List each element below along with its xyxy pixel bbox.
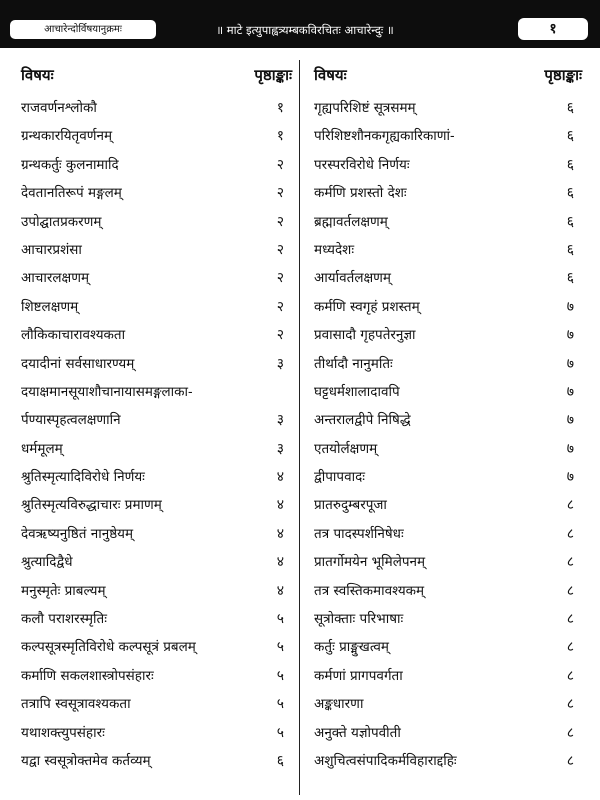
entry-page: ३ xyxy=(276,412,284,429)
toc-entry xyxy=(306,321,588,349)
entry-subject: शिष्टलक्षणम् xyxy=(21,298,79,315)
entry-page: २ xyxy=(276,241,284,258)
entry-page: २ xyxy=(276,298,284,315)
entry-page: ८ xyxy=(566,639,574,656)
toc-entry xyxy=(306,151,588,179)
toc-entry xyxy=(306,293,588,321)
left-entry-list xyxy=(13,94,298,775)
toc-entry xyxy=(306,690,588,718)
toc-entry xyxy=(13,122,298,150)
entry-page: २ xyxy=(276,270,284,287)
entry-subject: प्रातरुदुम्बरपूजा xyxy=(314,497,387,514)
toc-entry xyxy=(306,264,588,292)
entry-page: ८ xyxy=(566,582,574,599)
entry-page: ६ xyxy=(566,128,574,145)
toc-entry xyxy=(13,208,298,236)
toc-entry xyxy=(13,719,298,747)
column-divider xyxy=(299,60,300,795)
entry-page: ७ xyxy=(566,383,574,400)
toc-entry xyxy=(13,747,298,775)
entry-subject: अन्तरालद्वीपे निषिद्धे xyxy=(314,412,411,429)
entry-subject: ग्रन्थकर्तुः कुलनामादि xyxy=(21,156,119,173)
entry-subject: कर्मणि स्वगृहं प्रशस्तम् xyxy=(314,298,420,315)
toc-entry xyxy=(13,633,298,661)
entry-subject: कर्तुः प्राङ्मुखत्वम् xyxy=(314,639,390,656)
entry-subject: धर्ममूलम् xyxy=(21,440,63,457)
entry-page: ८ xyxy=(566,724,574,741)
entry-subject: मध्यदेशः xyxy=(314,241,355,258)
entry-page: ७ xyxy=(566,440,574,457)
toc-entry xyxy=(306,406,588,434)
entry-subject: श्रुतिस्मृत्यविरुद्धाचारः प्रमाणम् xyxy=(21,497,162,514)
entry-page: ८ xyxy=(566,554,574,571)
entry-subject: श्रुत्यादिद्वैधे xyxy=(21,554,73,571)
entry-subject: गृह्यपरिशिष्टं सूत्रसमम् xyxy=(314,100,416,116)
entry-subject: ग्रन्थकारयितृवर्णनम् xyxy=(21,128,113,145)
entry-page: ४ xyxy=(276,582,284,599)
entry-subject: यथाशक्त्युपसंहारः xyxy=(21,724,105,741)
toc-entry xyxy=(13,236,298,264)
entry-page: ४ xyxy=(276,525,284,542)
toc-entry xyxy=(13,548,298,576)
toc-entry xyxy=(306,463,588,491)
entry-page: ६ xyxy=(566,213,574,230)
toc-entry xyxy=(13,151,298,179)
toc-entry xyxy=(306,491,588,519)
toc-entry xyxy=(13,406,298,434)
entry-subject: घट्टधर्मशालादावपि xyxy=(314,383,400,400)
toc-entry xyxy=(306,179,588,207)
entry-page: ४ xyxy=(276,554,284,571)
entry-subject: तत्रापि स्वसूत्रावश्यकता xyxy=(21,696,131,713)
entry-page: १ xyxy=(276,128,284,145)
toc-entry xyxy=(13,378,298,406)
left-column xyxy=(13,60,298,769)
toc-entry xyxy=(13,350,298,378)
entry-subject: दयाक्षमानसूयाशौचानायासमङ्गलाका- xyxy=(21,383,193,400)
entry-page: ७ xyxy=(566,298,574,315)
entry-subject: कलौ पराशरस्मृतिः xyxy=(21,611,107,628)
right-column-heading xyxy=(306,60,588,94)
entry-page: ५ xyxy=(276,724,284,741)
entry-page: ४ xyxy=(276,497,284,514)
entry-page: ७ xyxy=(566,327,574,344)
toc-entry xyxy=(13,520,298,548)
toc-entry xyxy=(306,633,588,661)
subject-heading: विषयः xyxy=(21,66,54,84)
entry-page: ८ xyxy=(566,611,574,628)
entry-subject: लौकिकाचारावश्यकता xyxy=(21,327,126,344)
page-number: १ xyxy=(518,18,588,40)
toc-entry xyxy=(13,463,298,491)
toc-entry xyxy=(306,236,588,264)
toc-entry xyxy=(306,605,588,633)
entry-page: ८ xyxy=(566,696,574,713)
subject-heading: विषयः xyxy=(314,66,347,84)
page-heading: पृष्ठाङ्काः xyxy=(544,66,582,84)
entry-subject: र्पण्यास्पृहत्वलक्षणानि xyxy=(21,412,121,429)
entry-subject: अशुचित्वसंपादिकर्मविहाराद्दहिः xyxy=(314,752,457,769)
entry-page: ८ xyxy=(566,497,574,514)
toc-entry xyxy=(306,747,588,775)
entry-page: ७ xyxy=(566,412,574,429)
left-column-heading xyxy=(13,60,298,94)
entry-page: ६ xyxy=(566,241,574,258)
entry-subject: देवऋष्यनुष्ठितं नानुष्ठेयम् xyxy=(21,525,134,542)
entry-subject: तीर्थादौ नानुमतिः xyxy=(314,355,393,372)
entry-page: ६ xyxy=(566,156,574,173)
entry-page: ४ xyxy=(276,469,284,486)
entry-page: १ xyxy=(276,100,284,116)
entry-page: ६ xyxy=(566,270,574,287)
entry-subject: परिशिष्टशौनकगृह्यकारिकाणां- xyxy=(314,128,455,145)
entry-page: ५ xyxy=(276,611,284,628)
toc-entry xyxy=(306,378,588,406)
toc-entry xyxy=(306,719,588,747)
toc-entry xyxy=(306,520,588,548)
toc-entry xyxy=(13,662,298,690)
toc-entry xyxy=(306,577,588,605)
entry-subject: कल्पसूत्रस्मृतिविरोधे कल्पसूत्रं प्रबलम् xyxy=(21,639,196,656)
entry-subject: ब्रह्मावर्तलक्षणम् xyxy=(314,213,388,230)
toc-entry xyxy=(306,208,588,236)
entry-subject: कर्मणि प्रशस्तो देशः xyxy=(314,185,407,202)
entry-page: ३ xyxy=(276,355,284,372)
toc-entry xyxy=(306,122,588,150)
entry-subject: आर्यावर्तलक्षणम् xyxy=(314,270,391,287)
right-entry-list xyxy=(306,94,588,775)
entry-subject: तत्र स्वस्तिकमावश्यकम् xyxy=(314,582,425,599)
entry-subject: मनुस्मृतेः प्राबल्यम् xyxy=(21,582,106,599)
entry-subject: अङ्कधारणा xyxy=(314,696,364,713)
entry-subject: देवतानतिरूपं मङ्गलम् xyxy=(21,185,122,202)
entry-page: ६ xyxy=(276,752,284,769)
entry-page: २ xyxy=(276,327,284,344)
entry-subject: यद्वा स्वसूत्रोक्तमेव कर्तव्यम् xyxy=(21,752,151,769)
toc-entry xyxy=(306,435,588,463)
entry-page: ६ xyxy=(566,185,574,202)
entry-page: ८ xyxy=(566,752,574,769)
entry-page: ८ xyxy=(566,667,574,684)
toc-entry xyxy=(306,662,588,690)
entry-subject: प्रवासादौ गृहपतेरनुज्ञा xyxy=(314,327,416,344)
entry-subject: द्वीपापवादः xyxy=(314,469,365,486)
entry-page: ८ xyxy=(566,525,574,542)
entry-page: ५ xyxy=(276,639,284,656)
toc-entry xyxy=(13,605,298,633)
page-heading: पृष्ठाङ्काः xyxy=(254,66,292,84)
entry-subject: दयादीनां सर्वसाधारण्यम् xyxy=(21,355,135,372)
entry-subject: उपोद्घातप्रकरणम् xyxy=(21,213,102,230)
entry-subject: तत्र पादस्पर्शनिषेधः xyxy=(314,525,404,542)
toc-entry xyxy=(13,293,298,321)
entry-subject: श्रुतिस्मृत्यादिविरोधे निर्णयः xyxy=(21,469,145,486)
toc-entry xyxy=(13,577,298,605)
section-label: आचारेन्दोर्विषयानुक्रमः xyxy=(10,20,156,39)
toc-entry xyxy=(306,350,588,378)
entry-subject: परस्परविरोधे निर्णयः xyxy=(314,156,410,173)
entry-subject: राजवर्णनश्लोकौ xyxy=(21,100,97,116)
toc-entry xyxy=(306,548,588,576)
entry-page: ५ xyxy=(276,667,284,684)
book-title: ॥ माटे इत्युपाह्वत्र्यम्बकविरचितः आचारेन्दुः ॥ xyxy=(216,23,394,37)
entry-page: ५ xyxy=(276,696,284,713)
toc-entry xyxy=(13,94,298,122)
entry-page: २ xyxy=(276,185,284,202)
entry-subject: आचारप्रशंसा xyxy=(21,241,82,258)
entry-page: २ xyxy=(276,156,284,173)
right-column xyxy=(306,60,588,769)
toc-entry xyxy=(13,435,298,463)
entry-page: २ xyxy=(276,213,284,230)
toc-entry xyxy=(306,94,588,122)
toc-entry xyxy=(13,321,298,349)
entry-page: ६ xyxy=(566,100,574,116)
entry-subject: कर्मणां प्रागपवर्गता xyxy=(314,667,403,684)
entry-subject: प्रातर्गोमयेन भूमिलेपनम् xyxy=(314,554,426,571)
toc-entry xyxy=(13,179,298,207)
page-header xyxy=(0,0,600,48)
entry-page: ७ xyxy=(566,469,574,486)
toc-entry xyxy=(13,690,298,718)
toc-entry xyxy=(13,264,298,292)
entry-subject: कर्माणि सकलशास्त्रोपसंहारः xyxy=(21,667,154,684)
entry-page: ३ xyxy=(276,440,284,457)
toc-entry xyxy=(13,491,298,519)
entry-subject: एतयोर्लक्षणम् xyxy=(314,440,378,457)
entry-subject: सूत्रोक्ताः परिभाषाः xyxy=(314,611,404,628)
entry-subject: आचारलक्षणम् xyxy=(21,270,90,287)
entry-subject: अनुक्ते यज्ञोपवीती xyxy=(314,724,401,741)
entry-page: ७ xyxy=(566,355,574,372)
